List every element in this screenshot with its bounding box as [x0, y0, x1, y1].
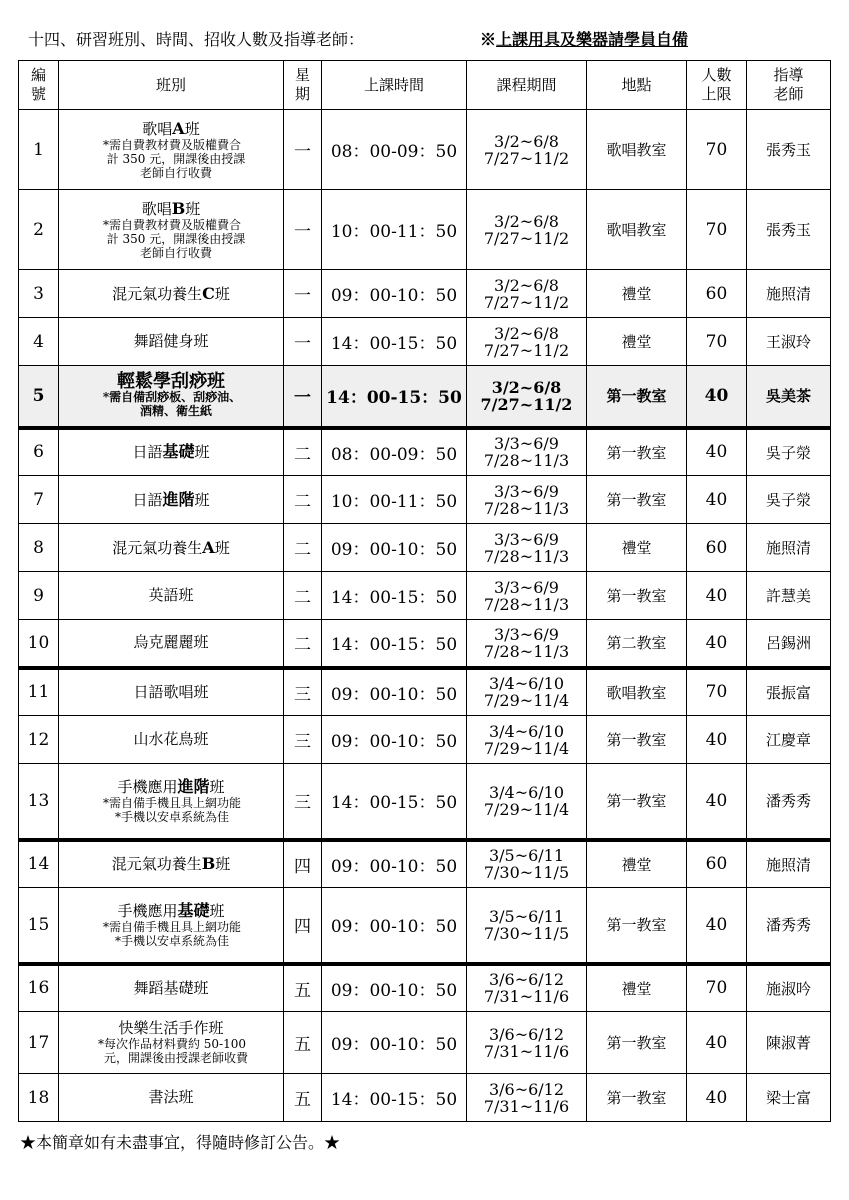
class-name	[59, 120, 283, 138]
course-period	[467, 620, 587, 668]
course-table	[18, 60, 831, 1122]
table-row	[19, 572, 831, 620]
period-second: 7/31~11/6	[483, 987, 570, 1007]
class-name-suffix: 班	[185, 199, 201, 218]
location: 第一教室	[587, 1012, 687, 1074]
period-first: 3/6~6/12	[488, 1024, 565, 1044]
period-first: 3/2~6/8	[494, 211, 559, 231]
class-name-prefix: 英語班	[148, 586, 194, 604]
class-name-prefix: 混元氣功養生	[112, 538, 203, 557]
location: 第一教室	[587, 1074, 687, 1122]
table-row	[19, 524, 831, 572]
table-row	[19, 110, 831, 190]
note-symbol: ※	[480, 30, 497, 49]
teacher: 施照清	[747, 840, 831, 888]
row-number: 17	[19, 1012, 59, 1074]
class-note: *需自備手機且具上網功能	[102, 919, 241, 934]
period-second: 7/30~11/5	[483, 863, 570, 883]
table-row	[19, 190, 831, 270]
table-row	[19, 270, 831, 318]
class-name-prefix: 歌唱	[142, 119, 173, 138]
teacher: 江慶章	[747, 716, 831, 764]
location: 第一教室	[587, 476, 687, 524]
period-first: 3/3~6/9	[494, 624, 559, 644]
location: 第一教室	[587, 428, 687, 476]
row-number: 3	[19, 270, 59, 318]
period-second: 7/27~11/2	[480, 394, 573, 414]
class-time: 10：00-11：50	[322, 476, 467, 524]
row-number: 7	[19, 476, 59, 524]
table-row	[19, 476, 831, 524]
class-name-emphasis: 基礎	[177, 900, 210, 920]
class-note: *需自備手機且具上網功能	[102, 795, 241, 810]
class-note: *手機以安卓系統為佳	[114, 933, 229, 948]
row-number: 6	[19, 428, 59, 476]
class-note: *需自費教材費及版權費合	[102, 217, 241, 232]
weekday: 五	[284, 964, 322, 1012]
class-note: *手機以安卓系統為佳	[114, 809, 229, 824]
course-period	[467, 1074, 587, 1122]
course-period	[467, 366, 587, 428]
capacity: 70	[687, 964, 747, 1012]
table-row	[19, 840, 831, 888]
class-name-emphasis: C	[202, 283, 215, 303]
note-text: 上課用具及樂器請學員自備	[496, 30, 689, 49]
class-time: 09：00-10：50	[322, 840, 467, 888]
row-number: 10	[19, 620, 59, 668]
period-first: 3/6~6/12	[488, 970, 565, 990]
location: 第一教室	[587, 888, 687, 964]
course-period	[467, 524, 587, 572]
class-name-cell	[59, 572, 284, 620]
teacher: 施照清	[747, 270, 831, 318]
teacher: 吳子滎	[747, 428, 831, 476]
course-period	[467, 270, 587, 318]
period-second: 7/28~11/3	[483, 641, 570, 661]
weekday: 一	[284, 110, 322, 190]
weekday: 二	[284, 524, 322, 572]
period-second: 7/27~11/2	[483, 148, 570, 168]
header-teacher: 指導 老師	[747, 61, 831, 110]
capacity: 70	[687, 318, 747, 366]
period-first: 3/4~6/10	[488, 721, 565, 741]
class-name-suffix: 班	[214, 284, 230, 303]
class-name	[59, 634, 283, 651]
class-name-prefix: 快樂生活手作班	[118, 1019, 224, 1037]
period-second: 7/31~11/6	[483, 1041, 570, 1061]
class-name-prefix: 舞蹈健身班	[133, 332, 209, 350]
period-first: 3/2~6/8	[494, 323, 559, 343]
class-name-cell	[59, 840, 284, 888]
teacher: 梁士富	[747, 1074, 831, 1122]
class-note: *需自費教材費及版權費合	[102, 137, 241, 152]
class-note: 計 350 元，開課後由授課	[106, 231, 246, 246]
period-second: 7/27~11/2	[483, 340, 570, 360]
capacity: 40	[687, 428, 747, 476]
table-row	[19, 668, 831, 716]
period-first: 3/2~6/8	[494, 275, 559, 295]
class-name	[59, 1020, 283, 1037]
capacity: 40	[687, 572, 747, 620]
row-number: 15	[19, 888, 59, 964]
class-name	[59, 731, 283, 748]
class-note: 老師自行收費	[139, 165, 212, 180]
period-first: 3/4~6/10	[488, 782, 565, 802]
class-name-prefix: 混元氣功養生	[111, 855, 202, 874]
course-period	[467, 428, 587, 476]
period-first: 3/2~6/8	[491, 377, 562, 397]
table-row	[19, 620, 831, 668]
teacher: 王淑玲	[747, 318, 831, 366]
teacher: 陳淑菁	[747, 1012, 831, 1074]
class-name-cell	[59, 270, 284, 318]
class-time: 09：00-10：50	[322, 716, 467, 764]
class-name-emphasis: A	[202, 537, 215, 557]
section-heading	[28, 20, 828, 60]
teacher: 吳子滎	[747, 476, 831, 524]
class-time: 08：00-09：50	[322, 428, 467, 476]
weekday: 五	[284, 1012, 322, 1074]
weekday: 三	[284, 716, 322, 764]
location: 禮堂	[587, 840, 687, 888]
period-first: 3/5~6/11	[488, 846, 565, 866]
period-first: 3/4~6/10	[488, 674, 565, 694]
row-number: 4	[19, 318, 59, 366]
class-name	[59, 778, 283, 796]
capacity: 60	[687, 270, 747, 318]
class-name-cell	[59, 318, 284, 366]
period-first: 3/2~6/8	[494, 131, 559, 151]
header-class: 班別	[59, 61, 284, 110]
class-name	[59, 902, 283, 920]
class-name-cell	[59, 476, 284, 524]
row-number: 5	[19, 366, 59, 428]
period-second: 7/29~11/4	[483, 799, 570, 819]
period-second: 7/31~11/6	[483, 1096, 570, 1116]
period-first: 3/3~6/9	[494, 434, 559, 454]
class-time: 09：00-10：50	[322, 964, 467, 1012]
row-number: 1	[19, 110, 59, 190]
class-time: 10：00-11：50	[322, 190, 467, 270]
location: 禮堂	[587, 524, 687, 572]
class-name-suffix: 班	[184, 119, 200, 138]
location: 第一教室	[587, 716, 687, 764]
teacher: 呂錫洲	[747, 620, 831, 668]
class-name	[59, 684, 283, 701]
weekday: 一	[284, 318, 322, 366]
course-period	[467, 190, 587, 270]
class-name-emphasis: A	[172, 118, 185, 138]
section-title: 十四、研習班別、時間、招收人數及指導老師：	[28, 30, 365, 49]
capacity: 40	[687, 888, 747, 964]
class-name-cell	[59, 620, 284, 668]
weekday: 一	[284, 366, 322, 428]
period-second: 7/28~11/3	[483, 546, 570, 566]
course-period	[467, 318, 587, 366]
row-number: 12	[19, 716, 59, 764]
table-header-row	[19, 61, 831, 110]
class-name-cell	[59, 964, 284, 1012]
class-name-emphasis: B	[201, 854, 216, 874]
class-name-suffix: 班	[214, 538, 230, 557]
class-note: 元，開課後由授課老師收費	[103, 1051, 248, 1065]
class-name-cell	[59, 1012, 284, 1074]
period-first: 3/3~6/9	[494, 481, 559, 501]
teacher: 施淑吟	[747, 964, 831, 1012]
location: 第二教室	[587, 620, 687, 668]
class-name	[59, 855, 283, 873]
location: 第一教室	[587, 764, 687, 840]
class-name	[59, 980, 283, 997]
header-place: 地點	[587, 61, 687, 110]
capacity: 40	[687, 764, 747, 840]
class-name	[59, 285, 283, 303]
class-time: 09：00-10：50	[322, 888, 467, 964]
table-row	[19, 428, 831, 476]
class-note: *每次作品材料費約 50-100	[97, 1037, 247, 1051]
class-time: 14：00-15：50	[322, 318, 467, 366]
weekday: 二	[284, 620, 322, 668]
class-name-suffix: 班	[209, 901, 225, 920]
table-row	[19, 764, 831, 840]
capacity: 40	[687, 1012, 747, 1074]
course-period	[467, 888, 587, 964]
teacher: 張秀玉	[747, 110, 831, 190]
capacity: 60	[687, 524, 747, 572]
class-note: 酒精、衛生紙	[139, 404, 212, 419]
class-name-cell	[59, 764, 284, 840]
weekday: 二	[284, 476, 322, 524]
teacher: 許慧美	[747, 572, 831, 620]
period-first: 3/6~6/12	[488, 1079, 565, 1099]
teacher: 施照清	[747, 524, 831, 572]
location: 第一教室	[587, 366, 687, 428]
capacity: 70	[687, 190, 747, 270]
teacher: 張秀玉	[747, 190, 831, 270]
period-second: 7/28~11/3	[483, 594, 570, 614]
header-day: 星 期	[284, 61, 322, 110]
location: 歌唱教室	[587, 668, 687, 716]
class-name-prefix: 舞蹈基礎班	[133, 978, 209, 997]
class-time: 14：00-15：50	[322, 572, 467, 620]
course-period	[467, 668, 587, 716]
class-time: 09：00-10：50	[322, 524, 467, 572]
table-row	[19, 716, 831, 764]
course-period	[467, 964, 587, 1012]
class-name-prefix: 山水花鳥班	[133, 730, 209, 748]
location: 歌唱教室	[587, 190, 687, 270]
capacity: 70	[687, 110, 747, 190]
weekday: 一	[284, 190, 322, 270]
period-second: 7/28~11/3	[483, 498, 570, 518]
class-time: 14：00-15：50	[322, 620, 467, 668]
class-name-prefix: 歌唱	[141, 199, 172, 218]
class-name-prefix: 混元氣功養生	[112, 284, 203, 303]
period-second: 7/27~11/2	[483, 228, 570, 248]
period-second: 7/29~11/4	[483, 738, 570, 758]
class-name-cell	[59, 190, 284, 270]
location: 第一教室	[587, 572, 687, 620]
class-name-cell	[59, 428, 284, 476]
class-time: 09：00-10：50	[322, 1012, 467, 1074]
class-name-prefix: 輕鬆學刮痧班	[117, 371, 225, 393]
class-name-suffix: 班	[209, 777, 225, 796]
weekday: 二	[284, 428, 322, 476]
header-capacity: 人數 上限	[687, 61, 747, 110]
class-time: 08：00-09：50	[322, 110, 467, 190]
weekday: 五	[284, 1074, 322, 1122]
row-number: 14	[19, 840, 59, 888]
class-name-emphasis: 進階	[162, 489, 195, 509]
supplies-note	[480, 20, 688, 60]
location: 禮堂	[587, 964, 687, 1012]
class-name-prefix: 手機應用	[117, 901, 178, 920]
period-second: 7/28~11/3	[483, 451, 570, 471]
capacity: 40	[687, 620, 747, 668]
weekday: 四	[284, 888, 322, 964]
row-number: 13	[19, 764, 59, 840]
capacity: 70	[687, 668, 747, 716]
period-first: 3/3~6/9	[494, 529, 559, 549]
row-number: 8	[19, 524, 59, 572]
row-number: 2	[19, 190, 59, 270]
location: 歌唱教室	[587, 110, 687, 190]
period-second: 7/29~11/4	[483, 691, 570, 711]
class-name-cell	[59, 110, 284, 190]
class-name-prefix: 書法班	[148, 1088, 194, 1106]
class-name-cell	[59, 888, 284, 964]
period-second: 7/30~11/5	[483, 923, 570, 943]
class-name	[59, 539, 283, 557]
class-name	[59, 371, 283, 393]
capacity: 40	[687, 366, 747, 428]
course-period	[467, 476, 587, 524]
class-name-prefix: 手機應用	[117, 777, 178, 796]
class-name-cell	[59, 366, 284, 428]
weekday: 二	[284, 572, 322, 620]
capacity: 40	[687, 1074, 747, 1122]
class-name-prefix: 日語	[132, 443, 163, 462]
class-name-cell	[59, 668, 284, 716]
class-note: 老師自行收費	[139, 245, 212, 260]
teacher: 潘秀秀	[747, 764, 831, 840]
class-note: 計 350 元，開課後由授課	[106, 151, 246, 166]
location: 禮堂	[587, 270, 687, 318]
row-number: 11	[19, 668, 59, 716]
class-name-cell	[59, 1074, 284, 1122]
class-name-emphasis: B	[171, 198, 186, 218]
class-name-suffix: 班	[215, 855, 231, 874]
class-name-prefix: 烏克麗麗班	[133, 633, 209, 652]
weekday: 四	[284, 840, 322, 888]
class-name	[59, 1089, 283, 1106]
course-period	[467, 110, 587, 190]
course-period	[467, 764, 587, 840]
table-row	[19, 1012, 831, 1074]
teacher: 吳美茶	[747, 366, 831, 428]
row-number: 9	[19, 572, 59, 620]
class-name-suffix: 班	[194, 490, 210, 509]
class-name-prefix: 日語歌唱班	[133, 682, 209, 701]
class-name	[59, 491, 283, 509]
teacher: 潘秀秀	[747, 888, 831, 964]
class-note: *需自備刮痧板、刮痧油、	[102, 390, 242, 405]
weekday: 三	[284, 764, 322, 840]
class-time: 09：00-10：50	[322, 668, 467, 716]
capacity: 40	[687, 716, 747, 764]
footer-note: ★本簡章如有未盡事宜，得隨時修訂公告。★	[20, 1133, 341, 1152]
class-name-suffix: 班	[194, 443, 210, 462]
class-name-emphasis: 基礎	[162, 442, 195, 462]
class-time: 14：00-15：50	[322, 1074, 467, 1122]
class-name	[59, 587, 283, 604]
course-period	[467, 716, 587, 764]
period-first: 3/3~6/9	[494, 577, 559, 597]
class-name-emphasis: 進階	[177, 776, 210, 796]
class-name	[59, 333, 283, 350]
class-time: 14：00-15：50	[322, 366, 467, 428]
table-row	[19, 366, 831, 428]
period-first: 3/5~6/11	[488, 906, 565, 926]
header-time: 上課時間	[322, 61, 467, 110]
class-time: 09：00-10：50	[322, 270, 467, 318]
teacher: 張振富	[747, 668, 831, 716]
table-row	[19, 1074, 831, 1122]
course-period	[467, 840, 587, 888]
row-number: 16	[19, 964, 59, 1012]
header-number: 編 號	[19, 61, 59, 110]
location: 禮堂	[587, 318, 687, 366]
table-row	[19, 964, 831, 1012]
class-name-prefix: 日語	[132, 490, 163, 509]
class-name-cell	[59, 524, 284, 572]
class-name	[59, 200, 283, 218]
capacity: 40	[687, 476, 747, 524]
row-number: 18	[19, 1074, 59, 1122]
weekday: 一	[284, 270, 322, 318]
table-row	[19, 888, 831, 964]
header-period: 課程期間	[467, 61, 587, 110]
class-time: 14：00-15：50	[322, 764, 467, 840]
weekday: 三	[284, 668, 322, 716]
class-name	[59, 443, 283, 461]
capacity: 60	[687, 840, 747, 888]
table-row	[19, 318, 831, 366]
course-period	[467, 572, 587, 620]
class-name-cell	[59, 716, 284, 764]
course-period	[467, 1012, 587, 1074]
period-second: 7/27~11/2	[483, 292, 570, 312]
